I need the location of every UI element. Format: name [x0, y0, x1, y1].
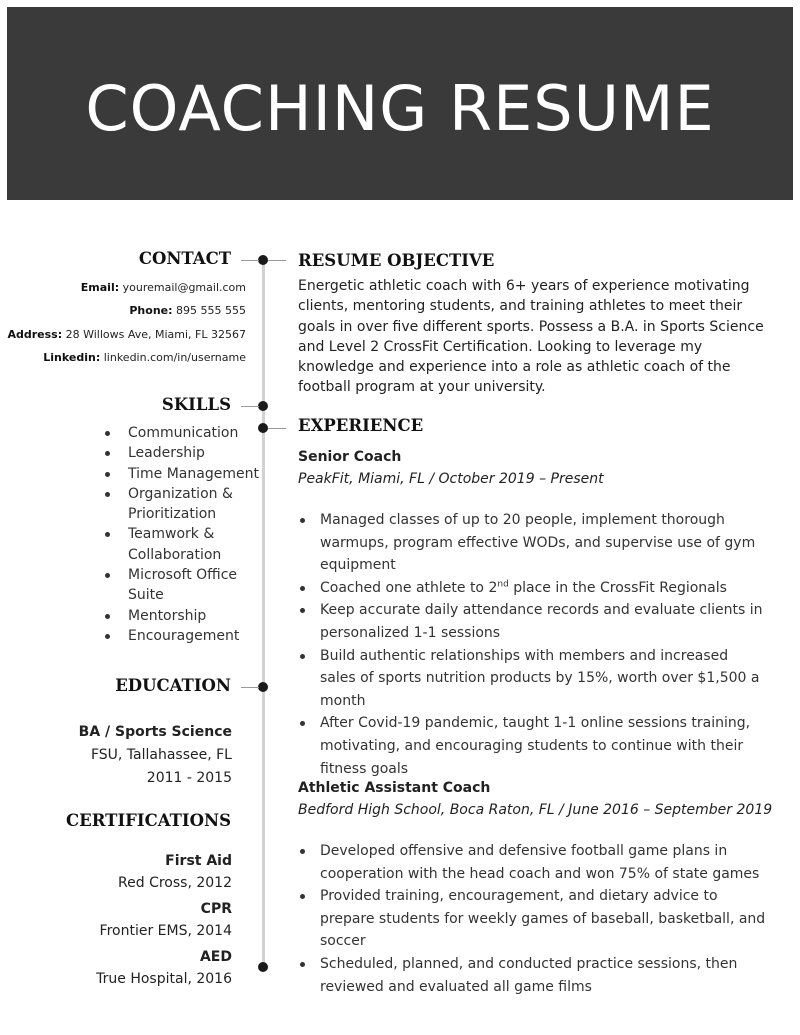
list-item: Microsoft Office Suite	[103, 565, 263, 606]
cert-name: CPR	[200, 901, 232, 917]
header-banner	[7, 7, 793, 200]
timeline-dot-skills	[258, 401, 268, 411]
resume-title: COACHING RESUME	[85, 72, 715, 145]
timeline-dot-education	[258, 682, 268, 692]
connector-contact	[241, 260, 259, 261]
connector-skills	[241, 406, 259, 407]
list-item: Communication	[103, 423, 263, 443]
cert-name: First Aid	[165, 853, 232, 869]
list-item: Leadership	[103, 443, 263, 463]
job-athletic-assistant-coach-bullets	[298, 840, 768, 998]
education-degree: BA / Sports Science	[78, 724, 232, 740]
contact-phone: Phone: 895 555 555	[129, 304, 246, 318]
list-item: After Covid-19 pandemic, taught 1-1 online sessions training, motivating, and encouraging students to continue with their fitness goals	[298, 712, 768, 780]
education-section	[79, 721, 232, 790]
list-item: Managed classes of up to 20 people, implement thorough warmups, program effective WODs, and supervise use of gym equipment	[298, 509, 768, 577]
objective-heading: RESUME OBJECTIVE	[298, 251, 495, 270]
job-employer: Bedford High School, Boca Raton, FL / June 2016 – September 2019	[298, 802, 773, 818]
education-heading: EDUCATION	[115, 676, 231, 695]
connector-objective	[268, 260, 286, 261]
email-value[interactable]: youremail@gmail.com	[122, 281, 246, 294]
list-item: Keep accurate daily attendance records and evaluate clients in personalized 1-1 sessions	[298, 599, 768, 644]
address-value: 28 Willows Ave, Miami, FL 32567	[65, 327, 246, 341]
education-years: 2011 - 2015	[146, 770, 232, 786]
cert-org: Frontier EMS, 2014	[99, 923, 232, 939]
list-item: Encouragement	[103, 626, 263, 646]
job-senior-coach	[298, 446, 604, 490]
experience-heading: EXPERIENCE	[298, 416, 424, 435]
list-item: Provided training, encouragement, and dietary advice to prepare students for weekly games of baseball, basketball, and soccer	[298, 885, 768, 953]
skills-list	[103, 423, 263, 646]
job-athletic-assistant-coach	[298, 777, 772, 821]
cert-org: Red Cross, 2012	[118, 875, 232, 891]
job-employer: PeakFit, Miami, FL / October 2019 – Present	[298, 471, 604, 487]
list-item: Time Management	[103, 464, 263, 484]
connector-education	[241, 687, 259, 688]
list-item: Teamwork & Collaboration	[103, 524, 263, 565]
cert-name: AED	[199, 949, 232, 965]
contact-heading: CONTACT	[138, 249, 231, 268]
contact-linkedin: Linkedin: linkedin.com/in/username	[43, 350, 246, 364]
job-title: Senior Coach	[298, 449, 402, 465]
job-senior-coach-bullets	[298, 509, 768, 780]
contact-section	[7, 276, 246, 369]
connector-experience	[268, 428, 286, 429]
certifications-section	[96, 850, 232, 994]
contact-address: Address: 28 Willows Ave, Miami, FL 32567	[7, 327, 246, 341]
certifications-heading: CERTIFICATIONS	[66, 811, 231, 830]
job-title: Athletic Assistant Coach	[298, 780, 491, 796]
list-item: Coached one athlete to 2nd place in the CrossFit Regionals	[298, 577, 768, 600]
linkedin-value[interactable]: linkedin.com/in/username	[103, 350, 246, 364]
education-school: FSU, Tallahassee, FL	[90, 747, 232, 763]
skills-heading: SKILLS	[161, 395, 231, 414]
timeline-dot-contact	[258, 255, 268, 265]
objective-text: Energetic athletic coach with 6+ years of experience motivating clients, mentoring students, and training athletes to meet their goals in over five different sports. Possess a B.A. in Sports Science and Level 2 CrossFit Certification. Looking to leverage my knowledge and experience into a role as athletic coach of the football program at your university.	[298, 278, 764, 396]
list-item: Organization & Prioritization	[103, 484, 263, 525]
list-item: Build authentic relationships with members and increased sales of sports nutrition products by 15%, worth over $1,500 a month	[298, 645, 768, 713]
list-item: Mentorship	[103, 606, 263, 626]
list-item: Scheduled, planned, and conducted practice sessions, then reviewed and evaluated all game films	[298, 953, 768, 998]
cert-org: True Hospital, 2016	[96, 971, 232, 987]
phone-value: 895 555 555	[176, 304, 246, 318]
contact-email: Email: youremail@gmail.com	[80, 281, 246, 294]
timeline-dot-end	[258, 962, 268, 972]
list-item: Developed offensive and defensive football game plans in cooperation with the head coach and won 75% of state games	[298, 840, 768, 885]
